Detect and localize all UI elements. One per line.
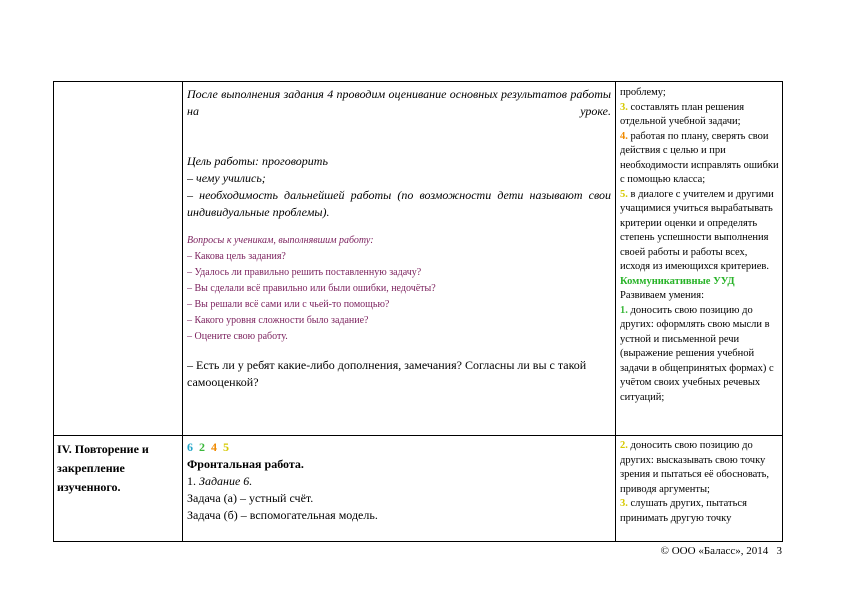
table-right-border [782,81,783,542]
task-heading [187,473,611,490]
goal-item-2: – необходимость дальнейшей работы (по возможности дети называют свои индивидуальные проблемы). [187,188,611,219]
goal-item-1: – чему учились; [187,171,266,185]
skill-text-3: составлять план решения отдельной учебной задачи; [620,101,745,127]
page-footer [661,545,782,557]
assessment-intro: После выполнения задания 4 проводим оценивание основных результатов работы на уроке. [187,87,611,118]
task-level-numbers [187,439,611,456]
skill-text-4: работая по плану, сверять свои действия с целью и при необходимости исправлять ошибки с помощью класса; [620,130,779,185]
level-5: 5 [223,440,229,454]
row2-activity-cell [187,439,611,539]
table-bottom-border [53,541,783,542]
comm-item-1 [620,304,780,406]
skill-line-0: проблему; [620,87,666,98]
comm-num-1: 1. [620,304,628,316]
question-1: – Какова цель задания? [187,251,286,262]
question-6: – Оцените свою работу. [187,331,288,342]
level-2: 2 [199,440,205,454]
skill-num-3: 3. [620,101,628,113]
stage-title: IV. Повторение и закрепление изученного. [57,442,149,494]
skill-item-5 [620,188,780,275]
closing-question: – Есть ли у ребят какие-либо дополнения, замечания? Согласны ли вы с такой самооценкой? [187,358,587,389]
column-divider-2 [615,81,616,542]
column-divider-1 [182,81,183,542]
copyright-text: © ООО «Баласс», 2014 [660,545,769,557]
skill-num-4: 4. [620,130,628,142]
communicative-heading: Коммуникативные УУД [620,275,735,287]
comm-text-1: доносить свою позицию до других: оформлять свою мысли в устной и письменной речи (выражение решения учебной задачи в общепринятых формах) с учётом своих учебных речевых ситуаций; [620,304,774,403]
question-5: – Какого уровня сложности было задание? [187,315,369,326]
frontal-work: Фронтальная работа. [187,457,304,471]
task-a: Задача (а) – устный счёт. [187,491,314,505]
skill-text-5: в диалоге с учителем и другими учащимися учиться вырабатывать критерии оценки и определять степень успешности выполнения своей работы и работы всех, исходя из имеющихся критериев. [620,188,774,272]
row1-activity-cell [187,86,611,434]
comm-item-3 [620,497,780,526]
question-4: – Вы решали всё сами или с чьей-то помощью? [187,299,390,310]
skill-item-4 [620,130,780,188]
row1-skills-cell [620,86,780,434]
develop-skills-label: Развиваем умения: [620,290,705,301]
skill-item-3 [620,101,780,130]
task-name: Задание 6. [199,474,253,488]
comm-text-3: слушать других, пытаться принимать другую точку [620,498,747,524]
question-2: – Удалось ли правильно решить поставленную задачу? [187,267,422,278]
comm-num-3: 3. [620,498,628,509]
level-6: 6 [187,440,193,454]
page-number: 3 [776,545,782,557]
comm-num-2: 2. [620,440,628,451]
task-num: 1. [187,474,196,488]
goal-title: Цель работы: проговорить [187,154,328,168]
questions-title: Вопросы к ученикам, выполнявшим работу: [187,235,374,246]
level-4: 4 [211,440,217,454]
row2-skills-cell [620,439,780,540]
question-3: – Вы сделали всё правильно или были ошибки, недочёты? [187,283,436,294]
task-b: Задача (б) – вспомогательная модель. [187,508,378,522]
row-divider [53,435,783,436]
comm-text-2: доносить свою позицию до других: высказывать свою точку зрения и пытаться её обосновать, приводя аргументы; [620,440,770,495]
comm-item-2 [620,439,780,497]
table-top-border [53,81,783,82]
table-left-border [53,81,54,542]
skill-num-5: 5. [620,188,628,200]
row2-stage-cell [57,440,179,540]
